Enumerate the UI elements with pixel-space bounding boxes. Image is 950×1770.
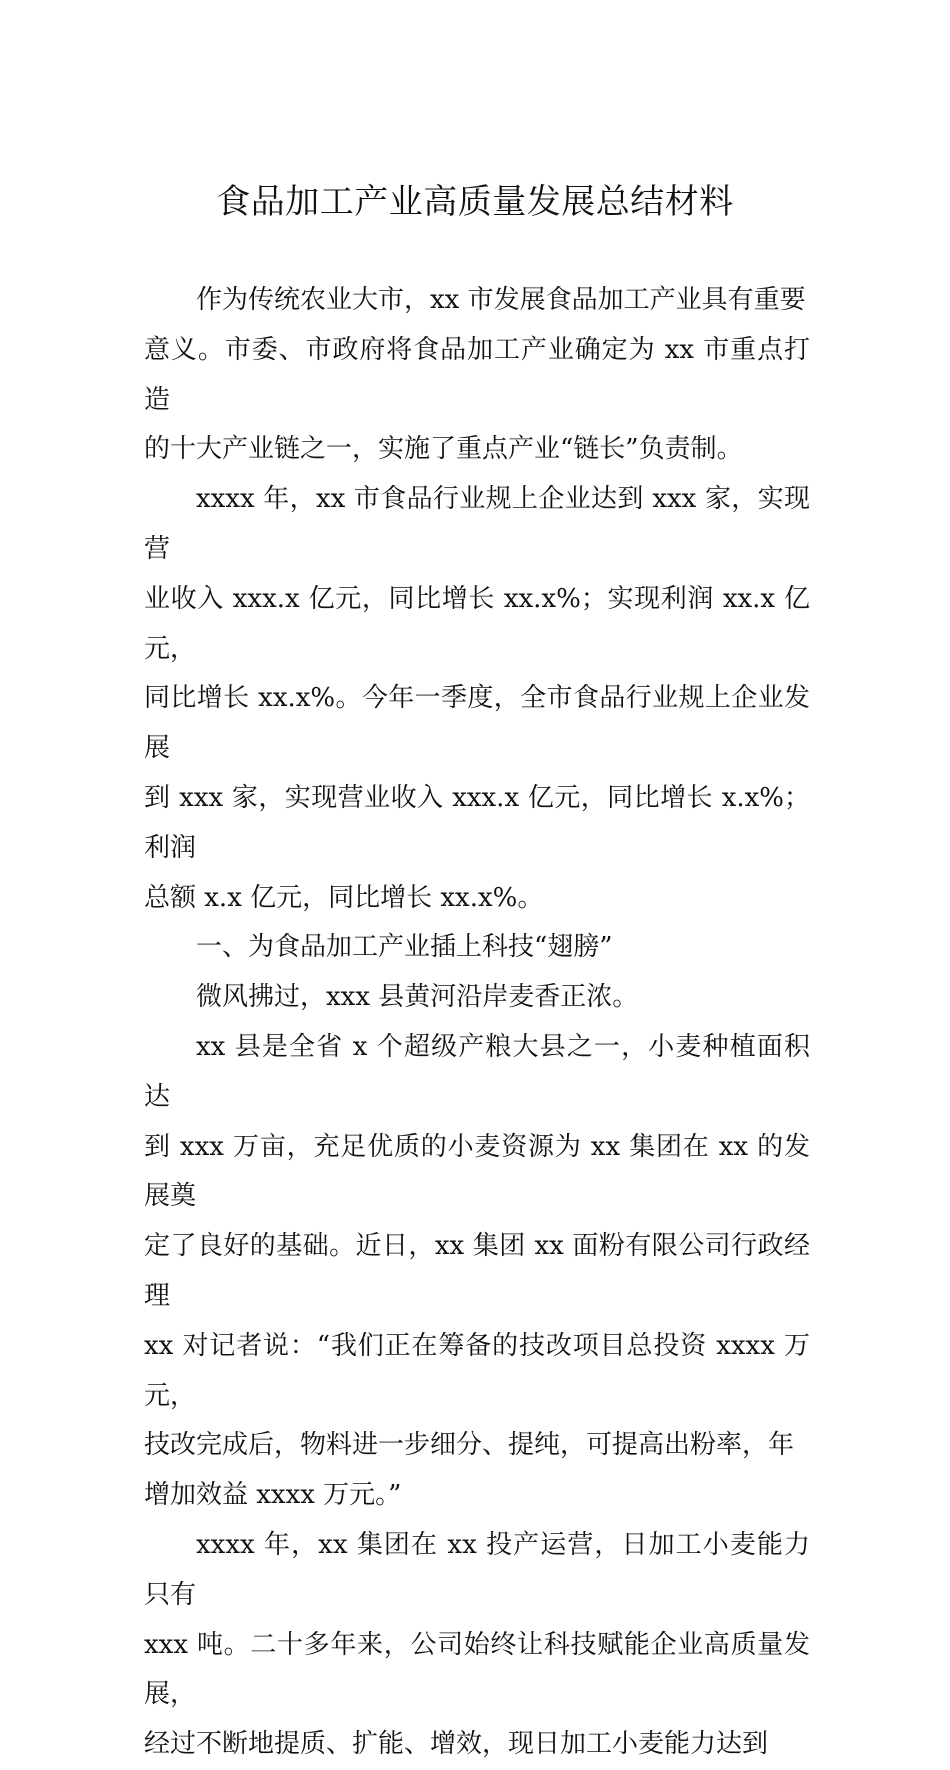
document-body	[144, 276, 810, 1770]
paragraph-breeze: 微风拂过，xxx 县黄河沿岸麦香正浓。	[196, 982, 639, 1013]
paragraph-group-history: xxxx 年，xx 集团在 xx 投产运营，日加工小麦能力只有 xxx 吨。二十多年来，公司始终让科技赋能企业高质量发展， 经过不断地提质、扩能、增效，现日加工小麦能力达到	[144, 1529, 810, 1760]
paragraph-statistics: xxxx 年，xx 市食品行业规上企业达到 xxx 家，实现营 业收入 xxx.x 亿元，同比增长 xx.x%；实现利润 xx.x 亿元， 同比增长 xx.x%。今年一季度，全市食品行业规上企业发展 到 xxx 家，实现营业收入 xxx.x 亿元，同比增长 x.x%；利润 总额 x.x 亿元，同比增长 xx.x%。	[144, 484, 810, 913]
section-heading-1: 一、为食品加工产业插上科技“翅膀”	[196, 932, 613, 963]
document-title: 食品加工产业高质量发展总结材料	[216, 182, 734, 222]
paragraph-intro: 作为传统农业大市，xx 市发展食品加工产业具有重要 意义。市委、市政府将食品加工产业确定为 xx 市重点打造 的十大产业链之一，实施了重点产业“链长”负责制。	[144, 285, 810, 465]
paragraph-county: xx 县是全省 x 个超级产粮大县之一，小麦种植面积达 到 xxx 万亩，充足优质的小麦资源为 xx 集团在 xx 的发展奠 定了良好的基础。近日，xx 集团 xx 面粉有限公司行政经理 xx 对记者说：“我们正在筹备的技改项目总投资 xxxx 万元， 技改完成后，物料进一步细分、提纯，可提高出粉率，年 增加效益 xxxx 万元。”	[144, 1031, 810, 1511]
